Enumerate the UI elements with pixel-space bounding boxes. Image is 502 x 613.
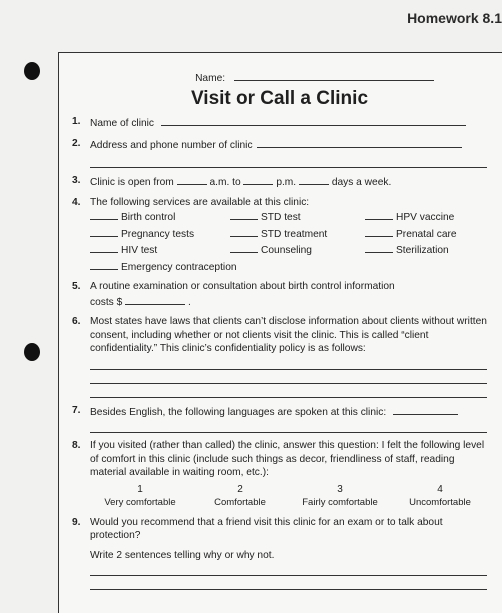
service-item: Birth control bbox=[90, 209, 230, 225]
service-checkbox[interactable] bbox=[90, 226, 118, 237]
days-field[interactable] bbox=[299, 174, 329, 185]
answer-line[interactable] bbox=[90, 356, 487, 370]
open-to-field[interactable] bbox=[243, 174, 273, 185]
name-row bbox=[142, 70, 487, 86]
worksheet-content bbox=[72, 70, 487, 596]
page-title: Visit or Call a Clinic bbox=[190, 87, 369, 109]
homework-header: Homework 8.1 bbox=[407, 10, 502, 26]
service-item: HIV test bbox=[90, 242, 230, 258]
question-9: 9. Would you recommend that a friend visit this clinic for an exam or to talk about protection? Write 2 sentences telling why or why not. bbox=[72, 516, 487, 591]
binder-hole bbox=[24, 62, 40, 80]
clinic-name-field[interactable] bbox=[161, 115, 466, 126]
service-checkbox[interactable] bbox=[365, 242, 393, 253]
answer-line[interactable] bbox=[90, 384, 487, 398]
service-checkbox[interactable] bbox=[90, 242, 118, 253]
service-item: HPV vaccine bbox=[365, 209, 487, 225]
name-label: Name: bbox=[195, 73, 226, 84]
answer-line[interactable] bbox=[90, 370, 487, 384]
answer-line[interactable] bbox=[90, 576, 487, 590]
answer-line[interactable] bbox=[90, 562, 487, 576]
service-item: Counseling bbox=[230, 242, 365, 258]
question-7: 7. Besides English, the following languages are spoken at this clinic: bbox=[72, 404, 487, 434]
service-item: Pregnancy tests bbox=[90, 226, 230, 242]
question-1: 1. Name of clinic bbox=[72, 115, 487, 131]
cost-field[interactable] bbox=[125, 294, 185, 305]
service-item: Sterilization bbox=[365, 242, 487, 258]
comfort-scale bbox=[90, 483, 490, 510]
question-2: 2. Address and phone number of clinic bbox=[72, 137, 487, 169]
service-item: STD treatment bbox=[230, 226, 365, 242]
address-line-2[interactable] bbox=[90, 154, 487, 168]
service-checkbox[interactable] bbox=[230, 242, 258, 253]
scale-option[interactable]: 2 Comfortable bbox=[214, 483, 266, 508]
scale-option[interactable]: 4 Uncomfortable bbox=[409, 483, 471, 508]
service-checkbox[interactable] bbox=[90, 209, 118, 220]
question-3: 3. Clinic is open from a.m. to p.m. days a week. bbox=[72, 175, 392, 188]
scale-option[interactable]: 1 Very comfortable bbox=[104, 483, 176, 508]
binder-hole bbox=[24, 343, 40, 361]
scale-option[interactable]: 3 Fairly comfortable bbox=[302, 483, 378, 508]
address-field[interactable] bbox=[257, 137, 462, 148]
services-list bbox=[90, 209, 487, 274]
service-checkbox[interactable] bbox=[90, 259, 118, 270]
service-item: STD test bbox=[230, 209, 365, 225]
question-8: 8. If you visited (rather than called) the clinic, answer this question: I felt the following level of comfort in this clinic (include such things as decor, friendliness of staff, reading material available in waiting room, etc.): 1 Very comfortable 2 Comfortable 3 Fairly comfortable 4 Uncomfortable bbox=[72, 439, 487, 510]
service-checkbox[interactable] bbox=[230, 209, 258, 220]
service-item: Emergency contraception bbox=[90, 259, 487, 275]
question-6: 6. Most states have laws that clients can’t disclose information about clients without written consent, including whether or not clients visit the clinic. This is called “client confidentiality.” This clinic’s confidentiality policy is as follows: bbox=[72, 315, 487, 398]
question-4: 4. The following services are available at this clinic: Birth control STD test HPV vaccine Pregnancy tests STD treatment Prenatal care HIV test Counseling Sterilization Emergency contraception bbox=[72, 196, 487, 275]
question-5: 5. A routine examination or consultation about birth control information costs $ . bbox=[72, 281, 395, 308]
service-checkbox[interactable] bbox=[230, 226, 258, 237]
name-field[interactable] bbox=[234, 70, 434, 81]
languages-field[interactable] bbox=[393, 404, 458, 415]
open-from-field[interactable] bbox=[177, 174, 207, 185]
service-item: Prenatal care bbox=[365, 226, 487, 242]
service-checkbox[interactable] bbox=[365, 209, 393, 220]
answer-line[interactable] bbox=[90, 419, 487, 433]
service-checkbox[interactable] bbox=[365, 226, 393, 237]
